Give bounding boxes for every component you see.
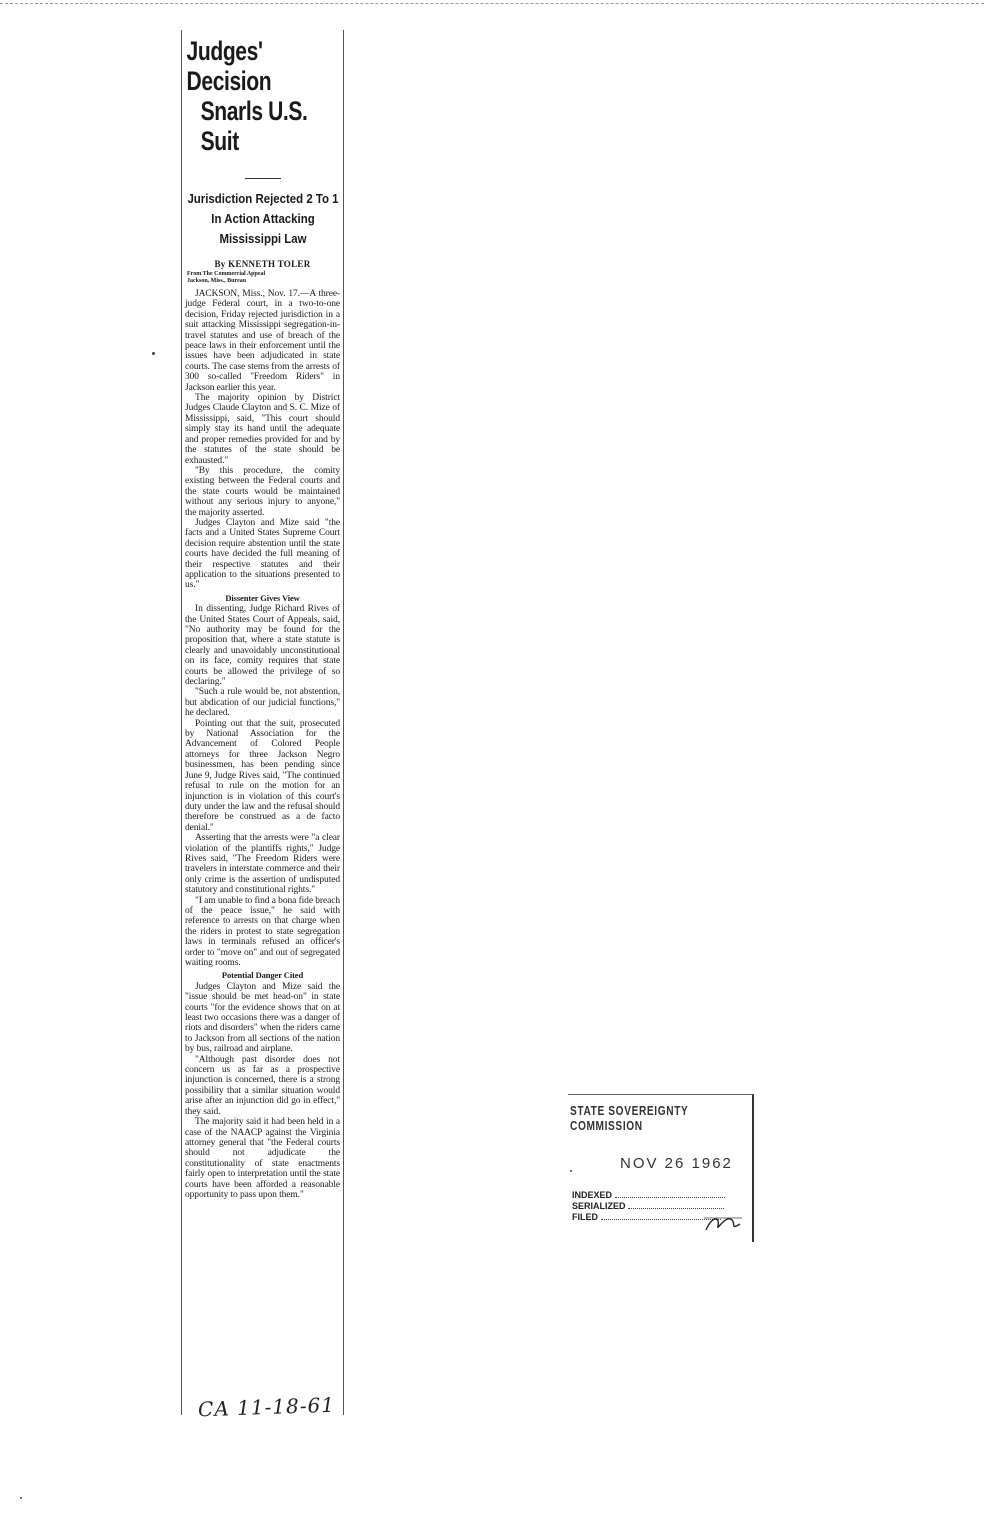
commission-stamp (568, 1094, 754, 1242)
source-line-2: Jackson, Miss., Bureau (187, 278, 247, 284)
article-paragraph: Pointing out that the suit, prosecuted by National Association for the Advancement of Colored People attorneys for three Jackson Negro businessmen, has been pending since June 9, Judge Rives said, "The continued refusal to rule on the motion for an injunction is in violation of this court's duty under the law and the refusal should therefore be construed as a de facto denial." (185, 718, 340, 833)
stamp-date: NOV 26 1962 (620, 1155, 733, 1172)
scan-edge-dotted-line (0, 3, 984, 4)
article-paragraph: "I am unable to find a bona fide breach of the peace issue," he said with reference to arrests on that charge when the riders in protest to state segregation laws in terminals refused an officer's order to "move on" and out of segregated waiting rooms. (185, 895, 340, 968)
article-paragraph: Judges Clayton and Mize said "the facts and a United States Supreme Court decision require abstention until the state courts have decided the full meaning of their respective statutes and their application to the situations presented to us." (185, 517, 340, 591)
article-body (185, 289, 340, 1200)
handwritten-note: CA 11-18-61 (197, 1392, 336, 1422)
article-paragraph: JACKSON, Miss., Nov. 17.—A three-judge Federal court, in a two-to-one decision, Friday rejected jurisdiction in a suit attacking Mississippi segregation-in-travel statutes and use of breach of the peace laws in their enforcement until the issues have been adjudicated in state courts. The case stems from the arrests of 300 so-called "Freedom Riders" in Jackson earlier this year. (185, 289, 340, 393)
stamp-indexed-label: INDEXED (572, 1190, 613, 1200)
article-section-3 (185, 982, 340, 1201)
scan-speck (152, 352, 155, 355)
source-line-1: From The Commercial Appeal (187, 271, 266, 277)
scan-speck (570, 1170, 572, 1172)
headline (185, 36, 341, 156)
stamp-filed-label: FILED (572, 1212, 598, 1222)
deck-line-1: Jurisdiction Rejected 2 To 1 (187, 191, 339, 206)
deck-headline (186, 189, 341, 249)
headline-rule (245, 178, 281, 179)
scan-speck (20, 1497, 22, 1499)
byline: By KENNETH TOLER (214, 259, 311, 269)
article-paragraph: "Such a rule would be, not abstention, but abdication of our judicial functions," he declared. (185, 687, 340, 719)
newspaper-clipping (181, 30, 344, 1415)
stamp-title: STATE SOVEREIGNTY COMMISSION (570, 1103, 689, 1133)
article-paragraph: Judges Clayton and Mize said the "issue should be met head-on" in state courts "for the evidence shows that on at least two occasions there was a danger of riots and disorders" when the riders came to Jackson from all sections of the nation by bus, railroad and airplane. (185, 981, 340, 1055)
article-paragraph: The majority said it had been held in a case of the NAACP against the Virginia attorney general that "the Federal courts should not adjudicate the constitutionality of state enactments fairly open to interpretation until the state courts have been afforded a reasonable opportunity to pass upon them." (185, 1117, 340, 1200)
article-paragraph: Asserting that the arrests were "a clear violation of the plantiffs rights," Judge Rives said, "The Freedom Riders were travelers in interstate commerce and their only crime is the assertion of undisputed statutory and constitutional rights." (185, 833, 340, 896)
article-paragraph: "By this procedure, the comity existing between the Federal courts and the state courts would be maintained without any serious injury to anyone," the majority asserted. (185, 465, 340, 518)
stamp-serialized-label: SERIALIZED (572, 1201, 626, 1211)
deck-line-3: Mississippi Law (219, 231, 307, 246)
stamp-serialized-row (572, 1201, 752, 1212)
deck-line-2: In Action Attacking (211, 211, 315, 226)
stamp-indexed-line (615, 1190, 725, 1198)
article-paragraph: "Although past disorder does not concern us as far as a prospective injunction is concerned, there is a strong possibility that a similar situation would arise after an injunction did go in effect," they said. (185, 1054, 340, 1117)
headline-line-1: Judges' Decision (186, 36, 272, 96)
article-section-1 (185, 289, 340, 591)
stamp-indexed-row (572, 1190, 752, 1201)
article-section-2 (185, 604, 340, 968)
stamp-initials-signature (702, 1212, 744, 1234)
subhead-danger: Potential Danger Cited (221, 970, 304, 981)
article-paragraph: In dissenting, Judge Richard Rives of the United States Court of Appeals, said, "No authority may be found for the proposition that, where a state statute is clearly and unavoidably unconstitutional on its face, comity requires that state courts be allowed the privilege of so declaring." (185, 604, 340, 688)
article-paragraph: The majority opinion by District Judges Claude Clayton and S. C. Mize of Mississippi, said, "This court should simply stay its hand until the adequate and proper remedies provided for and by the statutes of the state should be exhausted." (185, 393, 340, 466)
headline-line-2: Snarls U.S. Suit (200, 96, 308, 156)
subhead-dissenter: Dissenter Gives View (225, 592, 300, 603)
source-credit (187, 271, 340, 285)
stamp-serialized-line (628, 1201, 724, 1209)
